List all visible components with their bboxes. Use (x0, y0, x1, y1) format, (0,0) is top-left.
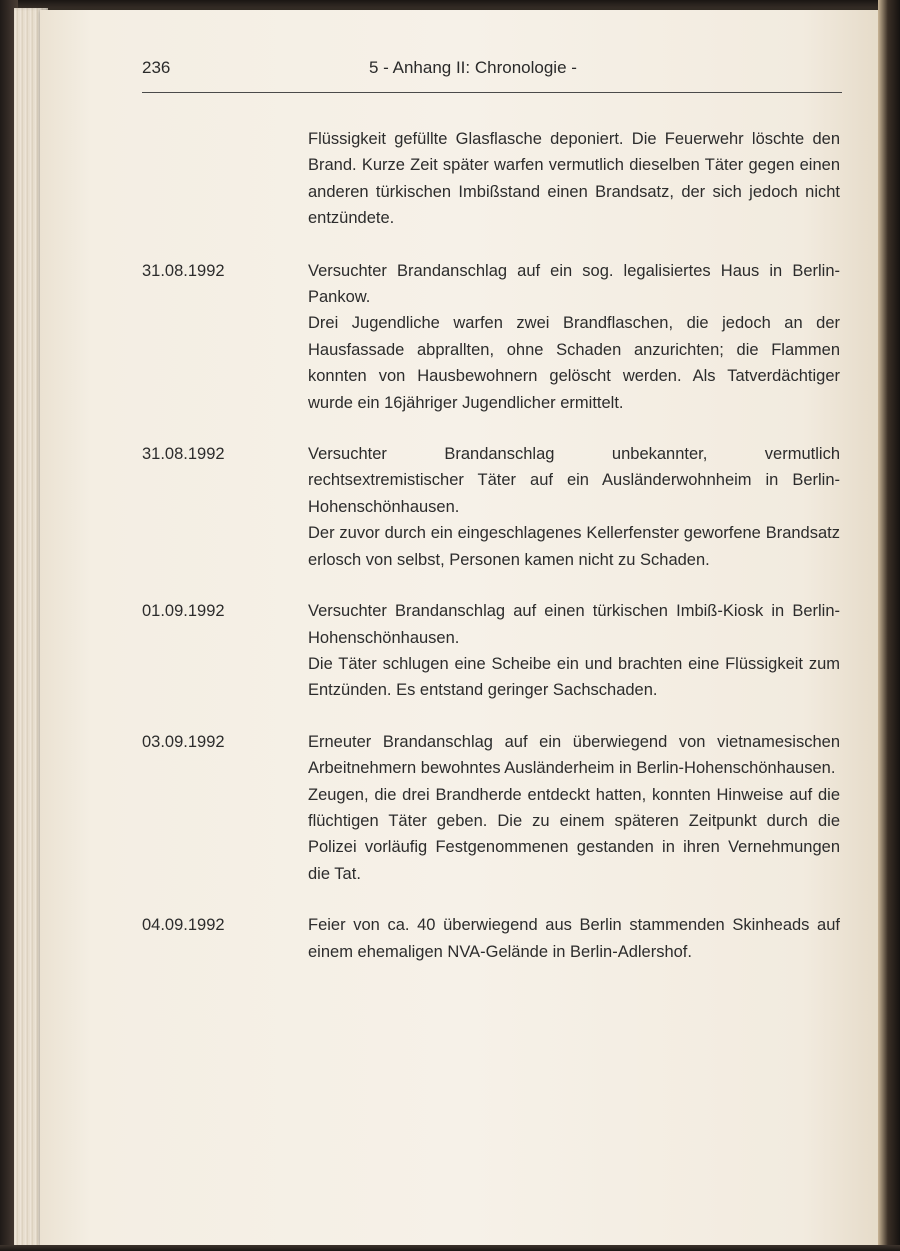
entry-paragraph: Drei Jugendliche warfen zwei Brandflaschen, die jedoch an der Hausfassade abprallten, ohne Schaden anzurichten; die Flammen konnten von Hausbewohnern gelöscht werden. Als Tatverdächtiger wurde ein 16jähriger Jugendlicher ermittelt. (308, 314, 840, 412)
entry-body (308, 258, 840, 416)
chronology-entry (142, 441, 847, 573)
entry-date (142, 126, 308, 232)
entry-paragraph: Feier von ca. 40 überwiegend aus Berlin stammenden Skinheads auf einem ehemaligen NVA-Gelände in Berlin-Adlershof. (308, 916, 840, 961)
entry-date: 04.09.1992 (142, 916, 225, 935)
entry-paragraph: Versuchter Brandanschlag unbekannter, vermutlich rechtsextremistischer Täter auf ein Ausländerwohnheim in Berlin-Hohenschönhausen. (308, 445, 840, 516)
chronology-entry (142, 598, 847, 704)
entry-body (308, 729, 840, 887)
entry-paragraph: Erneuter Brandanschlag auf ein überwiegend von vietnamesischen Arbeitnehmern bewohntes Ausländerheim in Berlin-Hohenschönhausen. (308, 732, 840, 778)
continuation-entry (142, 126, 847, 232)
entry-paragraph: Flüssigkeit gefüllte Glasflasche deponiert. Die Feuerwehr löschte den Brand. Kurze Zeit später warfen vermutlich dieselben Täter gegen einen anderen türkischen Imbißstand einen Brandsatz, der sich jedoch nicht entzündete. (308, 130, 840, 228)
entry-body (308, 912, 840, 965)
book-top-edge (0, 0, 900, 10)
chronology-entry (142, 912, 847, 965)
running-title: 5 - Anhang II: Chronologie - (369, 58, 577, 77)
entry-paragraph: Versuchter Brandanschlag auf ein sog. legalisiertes Haus in Berlin-Pankow. (308, 261, 840, 307)
entry-body (308, 598, 840, 704)
entry-date: 31.08.1992 (142, 261, 225, 280)
page-number: 236 (142, 58, 171, 77)
entry-date: 03.09.1992 (142, 732, 225, 751)
book-binding-right (878, 0, 900, 1251)
chronology-entry (142, 258, 847, 416)
chronology-entries (142, 126, 847, 965)
entry-date: 01.09.1992 (142, 602, 225, 621)
header-rule (142, 92, 842, 93)
entry-paragraph: Zeugen, die drei Brandherde entdeckt hatten, konnten Hinweise auf die flüchtigen Täter geben. Die zu einem späteren Zeitpunkt durch die Polizei vorläufig Festgenommenen gestanden in ihren Vernehmungen die Tat. (308, 785, 840, 883)
chronology-entry (142, 729, 847, 887)
page-header (142, 58, 842, 86)
entry-paragraph: Versuchter Brandanschlag auf einen türkischen Imbiß-Kiosk in Berlin-Hohenschönhausen. (308, 602, 840, 647)
entry-body (308, 441, 840, 573)
entry-paragraph: Der zuvor durch ein eingeschlagenes Kellerfenster geworfene Brandsatz erlosch von selbst, Personen kamen nicht zu Schaden. (308, 524, 840, 569)
entry-body (308, 126, 840, 232)
book-bottom-edge (0, 1245, 900, 1251)
entry-date: 31.08.1992 (142, 445, 225, 464)
entry-paragraph: Die Täter schlugen eine Scheibe ein und brachten eine Flüssigkeit zum Entzünden. Es entstand geringer Sachschaden. (308, 654, 840, 700)
